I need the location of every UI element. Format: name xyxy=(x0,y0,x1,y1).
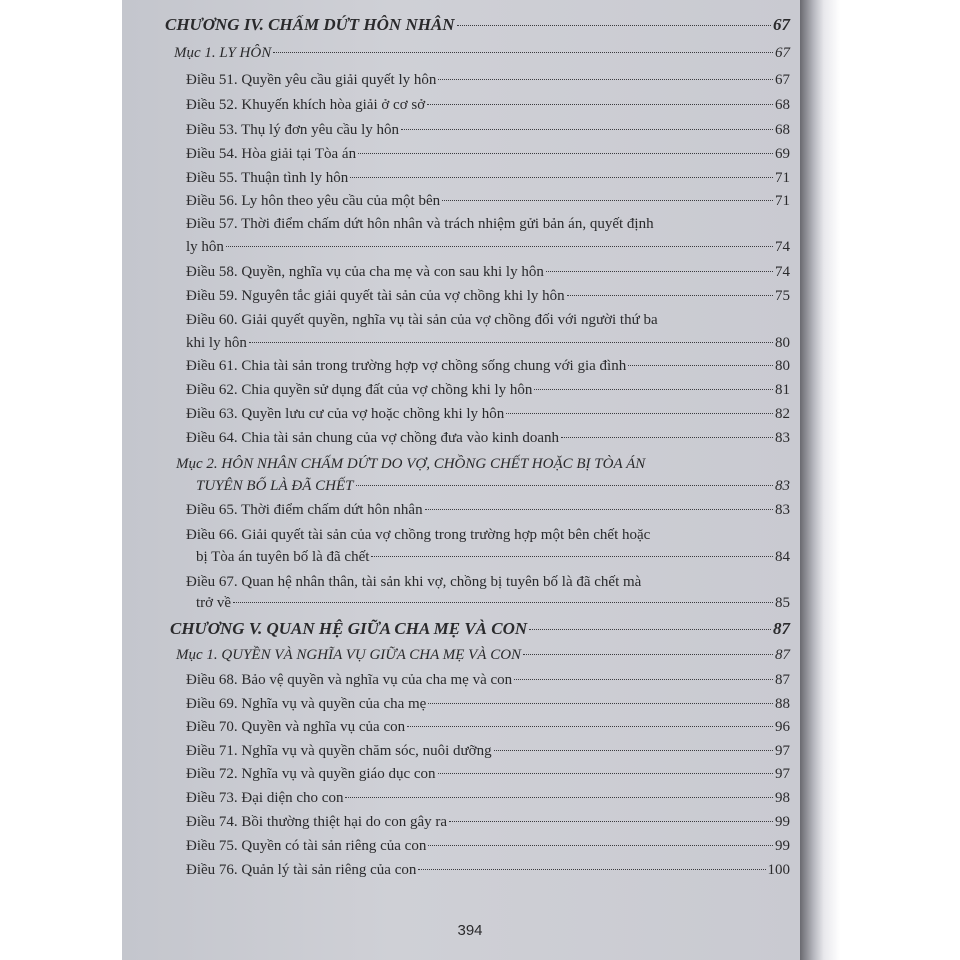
toc-article-75 xyxy=(186,834,790,858)
toc-page: 97 xyxy=(775,743,790,759)
toc-section-2-title: Mục 2. HÔN NHÂN CHẤM DỨT DO VỢ, CHỒNG CHẾT HOẶC BỊ TÒA ÁN xyxy=(176,456,646,472)
dot-leader xyxy=(233,601,773,603)
toc-page: 100 xyxy=(767,862,790,878)
toc-title-continued: khi ly hôn xyxy=(186,335,247,351)
toc-title: Điều 63. Quyền lưu cư của vợ hoặc chồng khi ly hôn xyxy=(186,406,505,422)
toc-section-3 xyxy=(176,643,790,667)
toc-page: 88 xyxy=(775,696,790,712)
dot-leader xyxy=(350,176,773,178)
toc-page: 81 xyxy=(775,382,790,398)
toc-title: Điều 72. Nghĩa vụ và quyền giáo dục con xyxy=(186,766,436,782)
dot-leader xyxy=(457,24,771,26)
dot-leader xyxy=(356,484,773,486)
dot-leader xyxy=(561,436,773,438)
toc-article-70 xyxy=(186,715,790,739)
toc-page: 82 xyxy=(775,406,790,422)
toc-title: Điều 54. Hòa giải tại Tòa án xyxy=(186,146,357,162)
dot-leader xyxy=(442,199,773,201)
toc-title: Điều 55. Thuận tình ly hôn xyxy=(186,170,349,186)
toc-page: 69 xyxy=(775,146,790,162)
toc-title: Điều 68. Bảo vệ quyền và nghĩa vụ của cha mẹ và con xyxy=(186,672,513,688)
dot-leader xyxy=(401,128,773,130)
toc-page: 74 xyxy=(775,239,790,255)
toc-article-52 xyxy=(186,93,790,117)
dot-leader xyxy=(371,555,773,557)
toc-title: Điều 52. Khuyến khích hòa giải ở cơ sở xyxy=(186,97,426,113)
dot-leader xyxy=(628,364,773,366)
toc-page: 87 xyxy=(773,619,790,638)
toc-article-71 xyxy=(186,739,790,763)
dot-leader xyxy=(438,772,773,774)
toc-article-54 xyxy=(186,142,790,166)
dot-leader xyxy=(226,245,773,247)
toc-page: 99 xyxy=(775,838,790,854)
toc-chapter-5 xyxy=(170,617,790,641)
toc-article-51 xyxy=(186,68,790,92)
toc-title: Điều 73. Đại diện cho con xyxy=(186,790,344,806)
toc-article-73 xyxy=(186,786,790,810)
toc-title-continued: TUYÊN BỐ LÀ ĐÃ CHẾT xyxy=(196,478,354,494)
toc-page: 83 xyxy=(775,502,790,518)
toc-page: 97 xyxy=(775,766,790,782)
toc-title: Điều 59. Nguyên tắc giải quyết tài sản của vợ chồng khi ly hôn xyxy=(186,288,565,304)
toc-page: 87 xyxy=(775,647,790,663)
toc-title: Điều 76. Quản lý tài sản riêng của con xyxy=(186,862,417,878)
toc-article-72 xyxy=(186,762,790,786)
toc-title: Điều 53. Thụ lý đơn yêu cầu ly hôn xyxy=(186,122,400,138)
toc-article-67-title: Điều 67. Quan hệ nhân thân, tài sản khi vợ, chồng bị tuyên bố là đã chết mà xyxy=(186,574,642,590)
toc-title: Điều 62. Chia quyền sử dụng đất của vợ chồng khi ly hôn xyxy=(186,382,533,398)
dot-leader xyxy=(567,294,773,296)
toc-section-2 xyxy=(196,474,790,498)
toc-title: Mục 1. QUYỀN VÀ NGHĨA VỤ GIỮA CHA MẸ VÀ CON xyxy=(176,647,522,663)
toc-page: 99 xyxy=(775,814,790,830)
toc-title: Điều 64. Chia tài sản chung của vợ chồng đưa vào kinh doanh xyxy=(186,430,560,446)
dot-leader xyxy=(529,628,771,630)
toc-page: 80 xyxy=(775,335,790,351)
toc-article-64 xyxy=(186,426,790,450)
toc-article-62 xyxy=(186,378,790,402)
toc-page: 67 xyxy=(775,72,790,88)
dot-leader xyxy=(534,388,773,390)
dot-leader xyxy=(449,820,773,822)
toc-page: 74 xyxy=(775,264,790,280)
toc-title: Điều 65. Thời điểm chấm dứt hôn nhân xyxy=(186,502,423,518)
toc-article-69 xyxy=(186,692,790,716)
dot-leader xyxy=(428,844,773,846)
toc-article-55 xyxy=(186,166,790,190)
toc-page: 75 xyxy=(775,288,790,304)
toc-page: 71 xyxy=(775,170,790,186)
toc-title: CHƯƠNG IV. CHẤM DỨT HÔN NHÂN xyxy=(165,15,455,34)
toc-page: 67 xyxy=(773,15,790,34)
dot-leader xyxy=(425,508,773,510)
toc-title: Điều 69. Nghĩa vụ và quyền của cha mẹ xyxy=(186,696,427,712)
toc-section-1 xyxy=(174,41,790,65)
toc-page: 83 xyxy=(775,478,790,494)
toc-title: Điều 74. Bồi thường thiệt hại do con gây ra xyxy=(186,814,448,830)
toc-page: 87 xyxy=(775,672,790,688)
dot-leader xyxy=(514,678,773,680)
toc-article-66 xyxy=(196,545,790,569)
toc-title: Điều 70. Quyền và nghĩa vụ của con xyxy=(186,719,406,735)
dot-leader xyxy=(418,868,765,870)
dot-leader xyxy=(438,78,773,80)
toc-title-continued: trở về xyxy=(196,595,232,611)
toc-article-65 xyxy=(186,498,790,522)
toc-article-59 xyxy=(186,284,790,308)
toc-title: Điều 56. Ly hôn theo yêu cầu của một bên xyxy=(186,193,441,209)
toc-article-53 xyxy=(186,118,790,142)
toc-page: 68 xyxy=(775,97,790,113)
toc-article-76 xyxy=(186,858,790,882)
dot-leader xyxy=(523,653,773,655)
toc-article-68 xyxy=(186,668,790,692)
toc-title-continued: ly hôn xyxy=(186,239,224,255)
toc-article-74 xyxy=(186,810,790,834)
toc-article-63 xyxy=(186,402,790,426)
toc-page: 67 xyxy=(775,45,790,61)
dot-leader xyxy=(427,103,773,105)
toc-page: 84 xyxy=(775,549,790,565)
toc-title: Điều 61. Chia tài sản trong trường hợp vợ chồng sống chung với gia đình xyxy=(186,358,627,374)
toc-article-56 xyxy=(186,189,790,213)
dot-leader xyxy=(249,341,773,343)
dot-leader xyxy=(358,152,773,154)
toc-title: Mục 1. LY HÔN xyxy=(174,45,272,61)
dot-leader xyxy=(506,412,773,414)
toc-title: Điều 71. Nghĩa vụ và quyền chăm sóc, nuôi dưỡng xyxy=(186,743,492,759)
page-number: 394 xyxy=(457,922,483,939)
toc-page: 85 xyxy=(775,595,790,611)
toc-article-61 xyxy=(186,354,790,378)
toc-page: 83 xyxy=(775,430,790,446)
dot-leader xyxy=(428,702,773,704)
toc-title: CHƯƠNG V. QUAN HỆ GIỮA CHA MẸ VÀ CON xyxy=(170,619,528,638)
toc-article-67 xyxy=(196,591,790,615)
toc-chapter-4 xyxy=(165,13,790,37)
toc-article-60-title: Điều 60. Giải quyết quyền, nghĩa vụ tài sản của vợ chồng đối với người thứ ba xyxy=(186,312,658,328)
toc-article-60 xyxy=(186,331,790,355)
toc-article-57 xyxy=(186,235,790,259)
dot-leader xyxy=(546,270,773,272)
toc-title-continued: bị Tòa án tuyên bố là đã chết xyxy=(196,549,370,565)
toc-title: Điều 51. Quyền yêu cầu giải quyết ly hôn xyxy=(186,72,437,88)
toc-page: 68 xyxy=(775,122,790,138)
toc-article-57-title: Điều 57. Thời điểm chấm dứt hôn nhân và trách nhiệm gửi bản án, quyết định xyxy=(186,216,654,232)
dot-leader xyxy=(273,51,773,53)
dot-leader xyxy=(494,749,773,751)
dot-leader xyxy=(345,796,773,798)
toc-page: 98 xyxy=(775,790,790,806)
toc-article-58 xyxy=(186,260,790,284)
toc-page: 80 xyxy=(775,358,790,374)
toc-title: Điều 58. Quyền, nghĩa vụ của cha mẹ và con sau khi ly hôn xyxy=(186,264,544,280)
toc-page: 71 xyxy=(775,193,790,209)
toc-page: 96 xyxy=(775,719,790,735)
toc-article-66-title: Điều 66. Giải quyết tài sản của vợ chồng trong trường hợp một bên chết hoặc xyxy=(186,527,651,543)
dot-leader xyxy=(407,725,773,727)
toc-title: Điều 75. Quyền có tài sản riêng của con xyxy=(186,838,427,854)
